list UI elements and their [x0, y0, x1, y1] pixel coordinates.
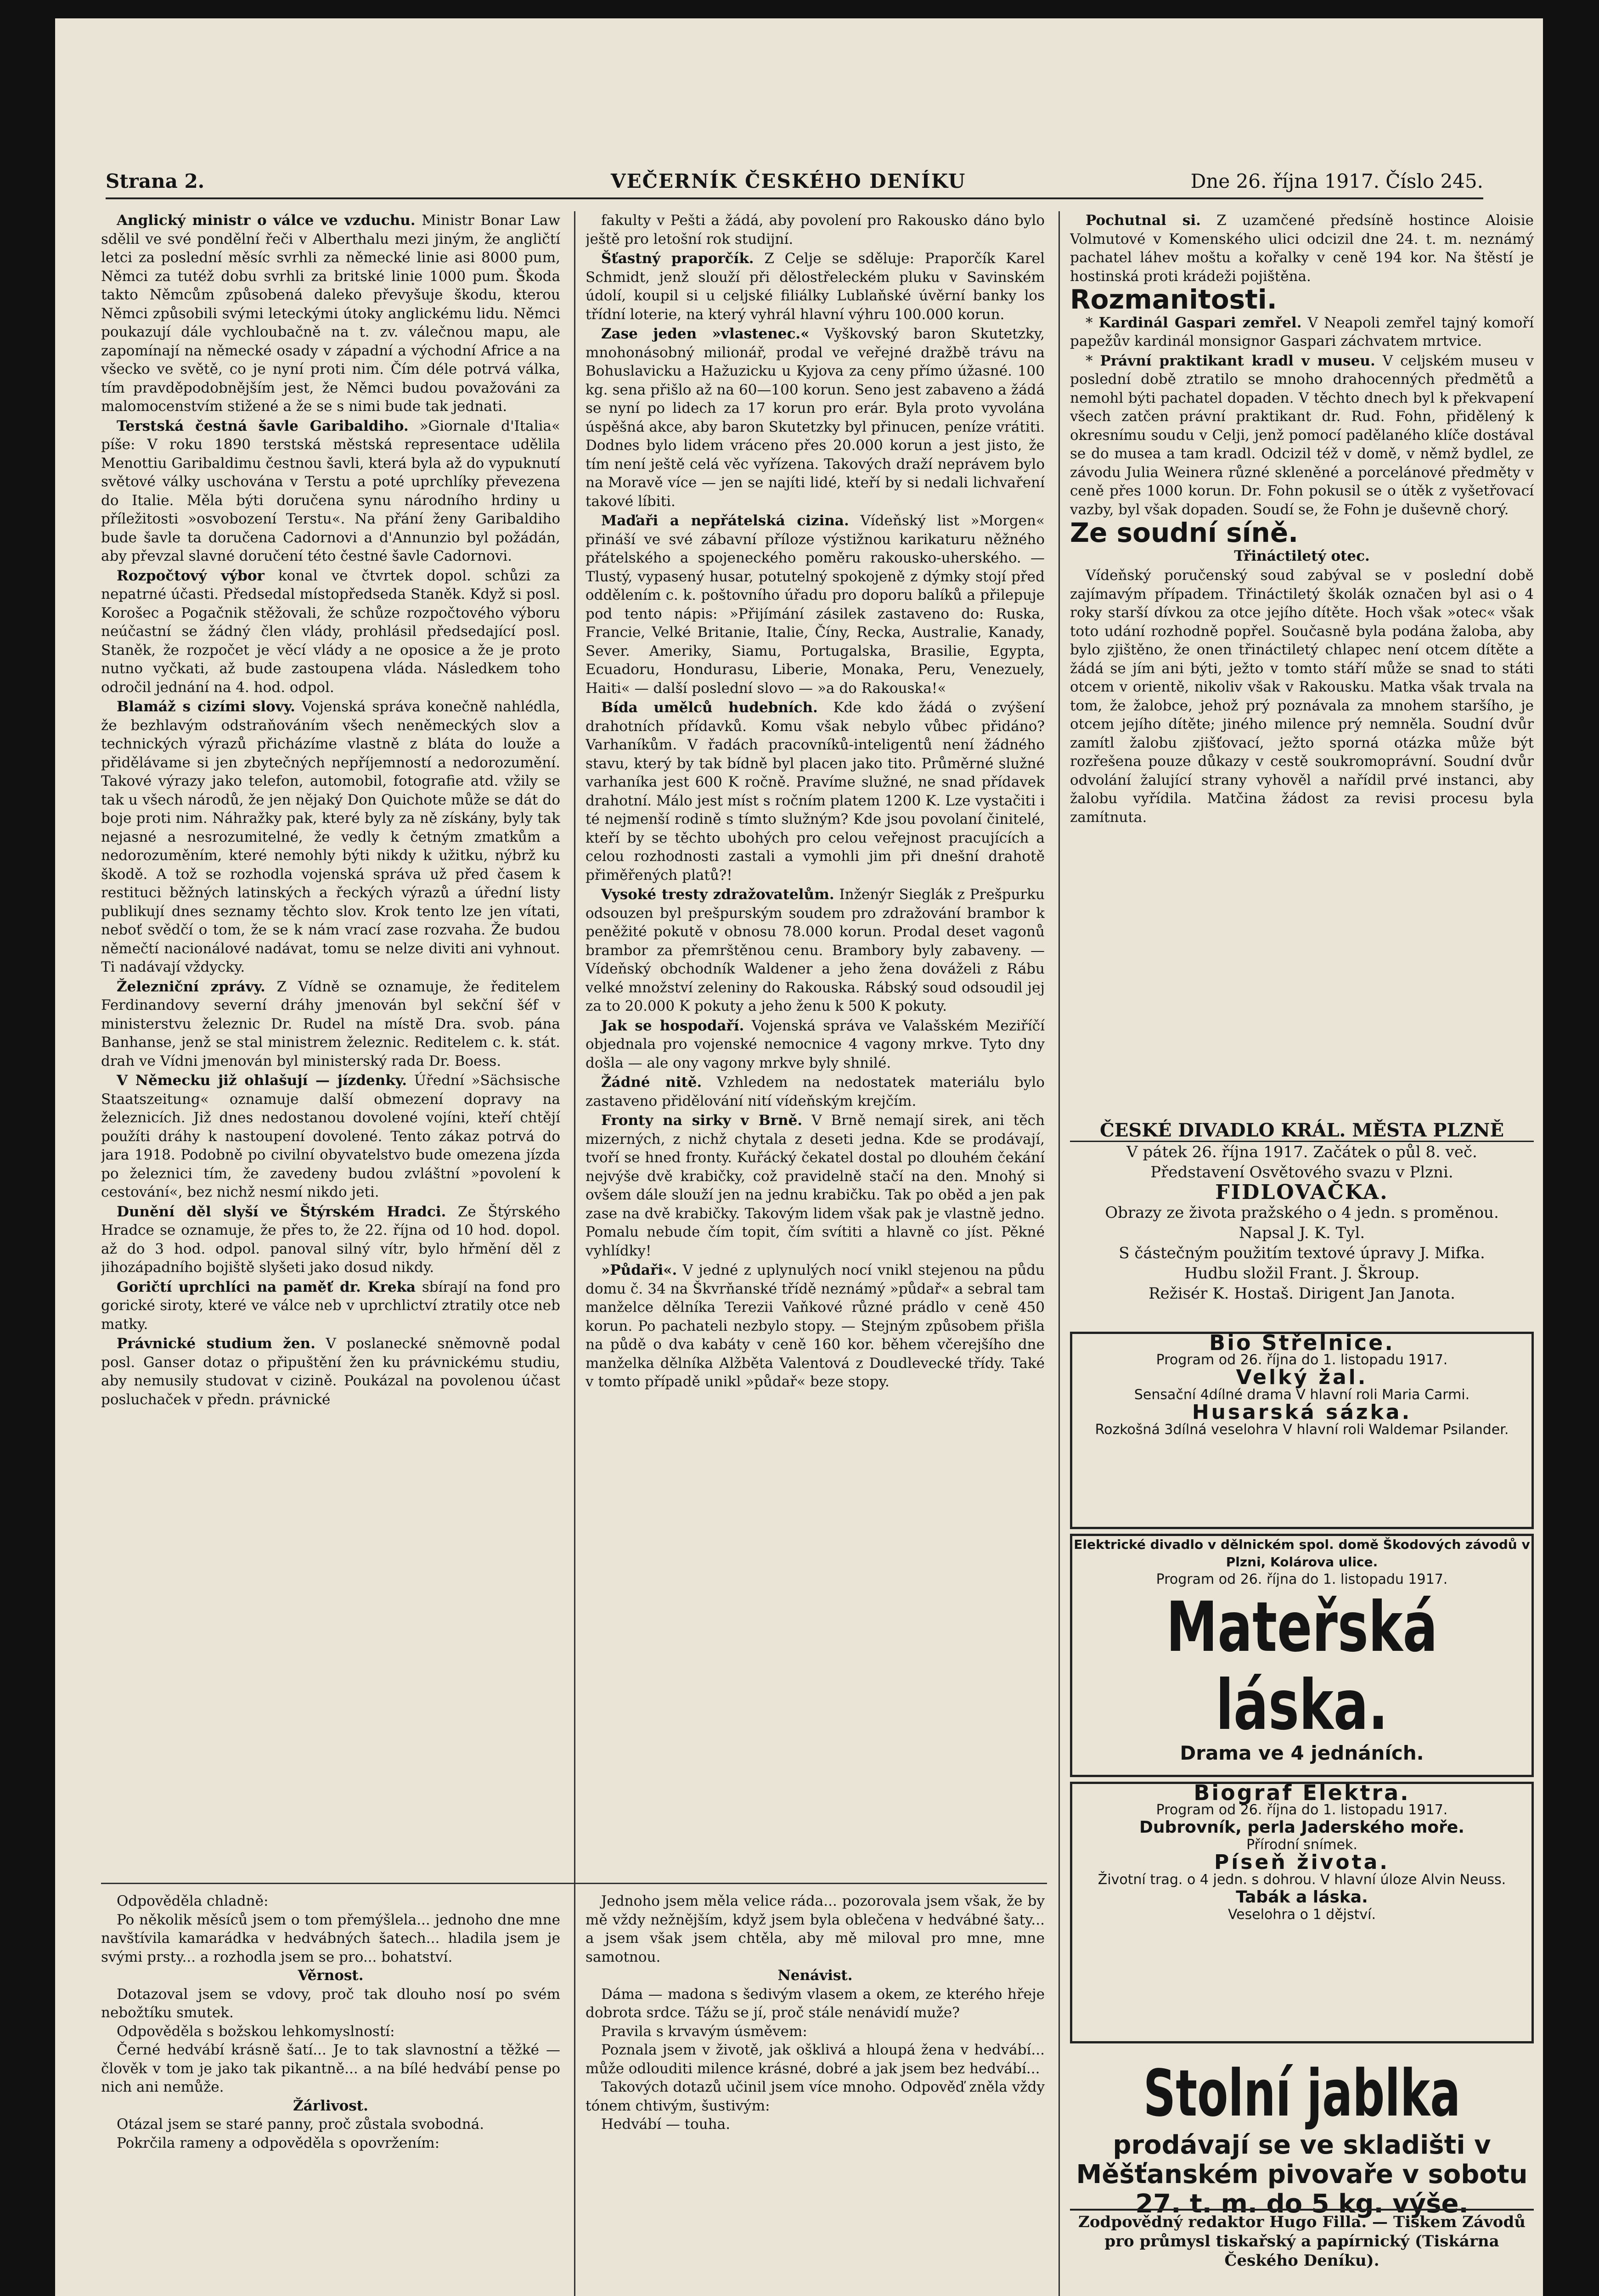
- section-subheading: Nenávist.: [777, 1967, 853, 1984]
- theatre-line: Obrazy ze života pražského o 4 jedn. s proměnou.: [1105, 1204, 1499, 1222]
- theatre-line: Napsal J. K. Tyl.: [1239, 1224, 1365, 1242]
- paragraph: Pokrčila rameny a odpověděla s opovržením:: [117, 2134, 440, 2151]
- article: [586, 211, 1045, 248]
- film-desc: Životní trag. o 4 jedn. s dohrou. V hlavní úloze Alvin Neuss.: [1098, 1872, 1506, 1888]
- article-title: Bída umělců hudebních.: [601, 699, 818, 716]
- article: [586, 885, 1045, 1016]
- page-header: [106, 170, 1483, 199]
- theatre-notice: [1070, 1120, 1534, 1304]
- article-text: V celjském museu v poslední době ztratilo se mnoho drahocenných předmětů a nemohl býti pachatel dopaden. V těchto dnech byl k překvapení všech zatčen právní praktikant dr. Rud. Fohn, přidělený k okresnímu soudu v Celji, jenž pomocí padělaného klíče dostával se do musea a tam kradl. Odcizil též v domě, v němž bydlel, ze závodu Julia Weinera různé skleněné a porcelánové předměty v ceně přes 1000 korun. Dr. Fohn pokusil se o útěk z vyšetřovací vazby, byl však dopaden. Soudí se, že Fohn je duševně chorý.: [1070, 352, 1534, 518]
- bio-strelnice-ad: [1070, 1332, 1534, 1529]
- film-desc: Veselohra o 1 dějství.: [1227, 1907, 1376, 1923]
- film-title: Mateřská láska.: [1166, 1587, 1438, 1745]
- ad-program: Program od 26. října do 1. listopadu 1917.: [1156, 1571, 1448, 1587]
- film-title: Husarská sázka.: [1192, 1401, 1412, 1424]
- column-3-top: [1070, 211, 1534, 286]
- article-text: Ministr Bonar Law sdělil ve své pondělní řeči v Alberthalu mezi jiným, že angličtí letci za poslední měsíc svrhli za německé linie asi 8000 pum, Němci za tutéž dobu svrhli za britské linie 1000 pum. Škoda takto Němcům způsobená daleko převyšuje škodu, kterou Němci způsobili svými leteckými útoky anglickému lidu. Němci poukazují dále vychloubačně na t. zv. válečnou mapu, ale zapomínají na německé osady v západní a východní Africe a na všecko ve světě, co je nyní proti nim. Čím déle potrvá válka, tím pravděpodobnějším jest, že Němci budou považováni za malomocenstvím stižené a že se s nimi bude tak jednati.: [101, 212, 560, 415]
- article: [101, 978, 560, 1071]
- article: [586, 1261, 1045, 1391]
- theatre-line: Režisér K. Hostaš. Dirigent Jan Janota.: [1149, 1284, 1455, 1303]
- article-title: Jak se hospodaří.: [601, 1017, 744, 1034]
- article-title: Šťastný praporčík.: [601, 250, 754, 267]
- theatre-title: ČESKÉ DIVADLO KRÁL. MĚSTA PLZNĚ: [1070, 1120, 1534, 1142]
- column-2: [586, 211, 1045, 1878]
- paragraph: Hedvábí — touha.: [601, 2116, 731, 2133]
- paragraph: Poznala jsem v životě, jak ošklivá a hloupá žena v hedvábí... může odlouditi milence krásné, dobré a jak jsem bez hedvábí...: [586, 2042, 1045, 2077]
- article: [586, 1111, 1045, 1260]
- article-text: Vojenská správa ve Valašském Meziříčí objednala pro vojenské nemocnice 4 vagony mrkve. Tyto dny došla — ale ony vagony mrkve byly shnilé.: [586, 1017, 1045, 1071]
- article-text: Z uzamčené předsíně hostince Aloisie Volmutové v Komenského ulici odcizil dne 24. t. m. neznámý pachatel láhev moštu a kořalky v ceně 194 kor. Na štěstí je hostinská proti krádeži pojištěna.: [1070, 212, 1534, 285]
- feuilleton-right: [586, 1892, 1045, 2134]
- footer-imprint: Zodpovědný redaktor Hugo Filla. — Tiskem Závodů pro průmysl tiskařský a papírnický (Tiskárna Českého Deníku).: [1070, 2209, 1534, 2270]
- article-title: Kardinál Gaspari zemřel.: [1098, 314, 1302, 331]
- section-subheading: Žárlivost.: [293, 2097, 368, 2114]
- paragraph: Odpověděla s božskou lehkomyslností:: [117, 2023, 395, 2040]
- article-text: V jedné z uplynulých nocí vnikl stejenou na půdu domu č. 34 na Škvrňanské třídě neznámý »půdař« a sebral tam manželce dělníka Terezii Vaňkové různé prádlo v ceně 450 korun. Po pachateli nezbylo stopy. — Stejným způsobem přišla na půdě o dva kabáty v ceně 160 kor. během včerejšího dne manželka dělníka Alžběta Valentová z Doudlevecké třídy. Také v tomto případě unikl »půdař« beze stopy.: [586, 1262, 1045, 1390]
- article: [586, 325, 1045, 511]
- film-desc: Přírodní snímek.: [1246, 1837, 1357, 1853]
- ad-text: prodávají se ve skladišti v Měšťanském pivovaře v sobotu 27. t. m. do 5 kg. výše.: [1076, 2130, 1528, 2219]
- article: [586, 1017, 1045, 1073]
- column-divider: [1058, 211, 1060, 2296]
- film-title: Velký žal.: [1236, 1366, 1368, 1389]
- masthead: VEČERNÍK ČESKÉHO DENÍKU: [611, 170, 966, 192]
- paragraph: Černé hedvábí krásně šatí... Je to tak slavnostní a těžké — člověk v tom je jako tak pikantně... a na bílé hedvábí pense po nich ani nemůže.: [101, 2042, 560, 2095]
- ad-program: Program od 26. října do 1. listopadu 1917.: [1156, 1352, 1448, 1368]
- article-title: Anglický ministr o válce ve vzduchu.: [117, 212, 416, 229]
- article-title: Dunění děl slyší ve Štýrském Hradci.: [117, 1203, 446, 1220]
- theatre-line: S částečným použitím textové úpravy J. Mifka.: [1119, 1244, 1485, 1262]
- article-text: Z Vídně se oznamuje, že ředitelem Ferdinandovy severní dráhy jmenován byl sekční šéf v ministerstvu železnic Dr. Rudel na místě Dra. svob. pána Banhanse, jenž se stal ministrem železnic. Reditelem c. k. stát. drah ve Vídni jmenován byl ministerský rada Dr. Boess.: [101, 978, 560, 1069]
- theatre-play: FIDLOVAČKA.: [1215, 1181, 1389, 1204]
- paragraph: Dáma — madona s šedivým vlasem a okem, ze kterého hřeje dobrota srdce. Tážu se jí, proč stále nenávidí muže?: [586, 1986, 1045, 2021]
- article-title: Právnické studium žen.: [117, 1335, 315, 1352]
- article-text: Kde kdo žádá o zvýšení drahotních přídavků. Komu však nebylo vůbec přidáno? Varhaníkům. V řadách pracovníků-inteligentů není žádného stavu, který by tak bídně byl placen jako tito. Průměrné služné varhaníka jest 600 K ročně. Pravíme služné, ne snad přídavek drahotní. Málo jest míst s ročním platem 1200 K. Lze vystačiti i té nejmenší rodině s tímto služným? Kde jsou povolaní činitelé, kteří by se těchto ubohých pro celou veřejnost pracujících a celou rozhodnosti zastali a vymohli jim při dnešní drahotě přiměřených platů?!: [586, 699, 1045, 884]
- paragraph: Odpověděla chladně:: [117, 1893, 269, 1909]
- theatre-line: Hudbu složil Frant. J. Škroup.: [1184, 1264, 1420, 1283]
- article-title: Fronty na sirky v Brně.: [601, 1112, 803, 1129]
- article-text: Z Celje se sděluje: Praporčík Karel Schmidt, jenž slouží při dělostřeleckém pluku v Savinském údolí, koupil si u celjské filiálky Lublaňské úvěrní banky los třídní loterie, na který vyhrál hlavní výhru 100.000 korun.: [586, 250, 1045, 323]
- paragraph: Otázal jsem se staré panny, proč zůstala svobodná.: [117, 2116, 484, 2133]
- rozmanitosti-heading: Rozmanitosti.: [1070, 284, 1277, 315]
- article: [101, 211, 560, 416]
- paragraph: Pravila s krvavým úsměvem:: [601, 2023, 807, 2040]
- article-title: V Německu již ohlašují — jízdenky.: [117, 1072, 407, 1089]
- soudni-heading: Ze soudní síně.: [1070, 517, 1299, 548]
- article: * Kardinál Gaspari zemřel. V Neapoli zemřel tajný komoří papežův kardinál monsignor Gaspari záchvatem mrtvice.: [1070, 314, 1534, 349]
- article-title: Právní praktikant kradl v museu.: [1100, 352, 1375, 369]
- article-title: Blamáž s cizími slovy.: [117, 698, 295, 715]
- paragraph: Takových dotazů učinil jsem více mnoho. Odpověď zněla vždy tónem chtivým, šustivým:: [586, 2079, 1045, 2114]
- column-divider: [574, 211, 575, 2296]
- section-rule: [101, 1883, 1047, 1884]
- paragraph: Dotazoval jsem se vdovy, proč tak dlouho nosí po svém nebožtíku smutek.: [101, 1986, 560, 2021]
- film-title: Píseň života.: [1214, 1851, 1390, 1874]
- article-text: Ze Štýrského Hradce se oznamuje, že přes to, že 22. října od 10 hod. dopol. až do 3 hod. odpol. panoval silný vítr, bylo hřmění děl z jihozápadního bojiště slyšeti jako dosud nikdy.: [101, 1203, 560, 1276]
- soudni-text: Vídeňský poručenský soud zabýval se v poslední době zajímavým případem. Třináctiletý školák označen byl asi o 4 roky starší dívkou za otce jejího dítěte. Hoch však »otec« však toto udání rozhodně popřel. Současně byla podána žaloba, aby bylo zjištěno, že onen třináctiletý chlapec není otcem dítěte a žádá se jím ani býti, ježto v tomto stáří může se snad to státi otcem v orientě, nikoliv však v Rakousku. Matka však trvala na tom, že žalobce, jehož prý poznávala za mnohem staršího, je otcem jejího dítěte; jiného milence prý nemněla. Soudní dvůr zamítl žalobu zjišťovací, ježto sporná otázka může být rozřešena pouze důkazy v cestě soukromoprávní. Soudní dvůr odvolání žalující strany vyhověl a nařídil prvé instanci, aby žalobu vyřídila. Matčina žádost za revisi procesu byla zamítnuta.: [1070, 567, 1534, 826]
- ad-title: Bio Střelnice.: [1209, 1330, 1395, 1355]
- article-text: sbírají na fond pro gorické siroty, které ve válce neb v uprchlictví ztratily otce neb matky.: [101, 1278, 560, 1333]
- article: * Právní praktikant kradl v museu. V celjském museu v poslední době ztratilo se mnoho drahocenných předmětů a nemohl býti pachatel dopaden. V těchto dnech byl k překvapení všech zatčen právní praktikant dr. Rud. Fohn, přidělený k okresnímu soudu v Celji, jenž pomocí padělaného klíče dostával se do musea a tam kradl. Odcizil též v domě, v němž bydlel, ze závodu Julia Weinera různé skleněné a porcelánové předměty v ceně přes 1000 korun. Dr. Fohn pokusil se o útěk z vyšetřovací vazby, byl však dopaden. Soudí se, že Fohn je duševně chorý.: [1070, 352, 1534, 518]
- article: [101, 567, 560, 697]
- article: [586, 1073, 1045, 1110]
- ad-title: Elektrické divadlo v dělnickém spol. domě Škodových závodů v Plzni, Kolárova ulice.: [1074, 1537, 1530, 1570]
- article-text: V poslanecké sněmovně podal posl. Ganser dotaz o připuštění žen ku právnickému studiu, aby nemusily studovat v cizině. Poukázal na povolenou účast posluchaček v předn. právnické: [101, 1335, 560, 1408]
- film-title: Tabák a láska.: [1236, 1888, 1368, 1907]
- page-number: Strana 2.: [106, 170, 205, 192]
- article-text: Vojenská správa konečně nahlédla, že bezhlavým odstraňováním všech neněmeckých slov a technických výrazů přicházíme vlastně z bláta do louže a přidělávame si jen zbytečných nepříjemností a nedorozumění. Takové výrazy jako telefon, automobil, fotografie atd. vžily se tak u všech národů, že jen nějaký Don Quichote může se dát do boje proti nim. Náhražky pak, které byly za ně získány, byly tak nejasné a nesrozumitelné, že vedly k četným zmatkům a nedorozuměním, které nemohly býti nikdy k užitku, nýbrž ku škodě. A tož se rozhodla vojenská správa už před časem k restituci běžných latinských a řeckých výrazů a úřední listy publikují dnes seznamy těchto slov. Krok tento lze jen vítati, neboť svědčí o tom, že se k nám vrací zase rozvaha. Že budou němečtí nacionálové nadávat, tomu se nelze diviti ani vyhnout. Ti nadávají vždycky.: [101, 698, 560, 975]
- article: [1070, 211, 1534, 286]
- article: [101, 1203, 560, 1277]
- rozmanitosti-items: [1070, 314, 1534, 519]
- article-text: konal ve čtvrtek dopol. schůzi za nepatrné účasti. Předsedal místopředseda Staněk. Když si posl. Korošec a Pogačnik stěžovali, že schůze rozpočtového výboru neúčastní se žádný člen vlády, prohlásil předsedající posl. Staněk, že rozpočet je věcí vlády a ne oposice a že je proto nutno vyčkati, až bude zastoupena vláda. Následkem toho odročil jednání na 4. hod. odpol.: [101, 567, 560, 696]
- ad-title: Stolní jablka: [1143, 2056, 1461, 2131]
- film-desc: Drama ve 4 jednáních.: [1180, 1742, 1424, 1764]
- article-title: Vysoké tresty zdražovatelům.: [601, 886, 834, 903]
- article-text: Vídeňský list »Morgen« přináší ve své zábavní příloze výstižnou karikaturu něžného přátelského a spojeneckého poměru rakousko-uherského. — Tlustý, vypasený husar, potutelný spokojeně z dýmky stojí před oddělením c. k. poštovního úřadu pro doporu balíků a přilepuje pod tento nápis: »Přijímání zásilek zastaveno do: Ruska, Francie, Velké Britanie, Italie, Číny, Recka, Australie, Kanady, Sever. Ameriky, Siamu, Portugalska, Brasilie, Egypta, Ecuadoru, Hondurasu, Liberie, Monaka, Peru, Venezuely, Haiti« — další poslední slovo — »a do Rakouska!«: [586, 512, 1045, 697]
- theatre-line: Představení Osvětového svazu v Plzni.: [1150, 1163, 1453, 1182]
- article-text: Inženýr Sieglák z Prešpurku odsouzen byl prešpurským soudem pro zdražování brambor k peněžité pokutě v obnosu 78.000 korun. Prodal deset vagonů brambor za přemrštěnou cenu. Brambory byly zabaveny. — Vídeňský obchodník Waldener a jeho žena dováželi z Rábu velké množství zeleniny do Rakouska. Rábský soud odsoudil jej za to 20.000 K pokuty a jeho ženu k 500 K pokuty.: [586, 886, 1045, 1014]
- article-title: »Půdaři«.: [601, 1262, 677, 1278]
- film-desc: Rozkošná 3dílná veselohra V hlavní roli Waldemar Psilander.: [1095, 1422, 1509, 1438]
- article-text: Vyškovský baron Skutetzky, mnohonásobný milionář, prodal ve veřejné dražbě trávu na Bohuslavicku a Hažuzicku u Kyjova za ceny přímo úžasné. 100 kg. sena přišlo až na 60—100 korun. Seno jest zabaveno a žádá se nyní po lidech za 17 korun pro erár. Byla proto vyvolána úspěšná akce, aby baron Skutetzky byl přinucen, peníze vrátiti. Dodnes bylo lidem vráceno přes 20.000 korun a jest jisto, že tím není ještě celá věc vyřízena. Takových draží neprávem bylo na Moravě více — jen se najíti lidé, kteří by si nedali lichvaření takové líbiti.: [586, 326, 1045, 510]
- article-title: Rozpočtový výbor: [117, 567, 265, 584]
- article: [101, 1071, 560, 1202]
- article-text: »Giornale d'Italia« píše: V roku 1890 terstská městská representace udělila Menottiu Garibaldimu čestnou šavli, která byla až do vypuknutí světové války uschována v Terstu a poté uprchlíky převezena do Italie. Měla býti doručena synu národního hrdiny u příležitosti »osvobození Terstu«. Na přání ženy Garibaldiho bude šavle ta doručena Cadornovi a d'Annunzio byl požádán, aby převzal slavné doručení této čestné šavle Cadornovi.: [101, 417, 560, 564]
- article-text: V Neapoli zemřel tajný komoří papežův kardinál monsignor Gaspari záchvatem mrtvice.: [1070, 314, 1534, 349]
- article-title: Železniční zprávy.: [117, 978, 265, 995]
- article: [586, 698, 1045, 884]
- article: [101, 698, 560, 977]
- article-title: Žádné nitě.: [601, 1074, 702, 1091]
- ad-title: Biograf Elektra.: [1194, 1780, 1410, 1805]
- article-title: Pochutnal si.: [1086, 212, 1201, 229]
- issue-date: Dne 26. října 1917. Číslo 245.: [1190, 170, 1483, 192]
- column-1: [101, 211, 560, 1878]
- paragraph: Jednoho jsem měla velice ráda... pozorovala jsem však, že by mě vždy nežnějším, když jsem byla oblečena v hedvábné šaty... a jsem však jsem chtěla, aby mě miloval pro mne, mne samotnou.: [586, 1893, 1045, 1965]
- article: [101, 1334, 560, 1409]
- article-text: Úřední »Sächsische Staatszeitung« oznamuje další obmezení dopravy na železnicích. Již dnes nedostanou dovolené vojíni, kteří chtějí použíti dráhy k nastoupení dovolené. Tento zákaz potrvá do jara 1918. Podobně po civilní obyvatelstvo bude omezena jízda po železnici tím, že zavedeny budou zvláštní »povolení k cestování«, bez nichž nesmí nikdo jeti.: [101, 1072, 560, 1200]
- article-text: V Brně nemají sirek, ani těch mizerných, z nichž chytala z deseti jedna. Kde se prodávají, tvoří se hned fronty. Kuřácký čekatel dostal po dlouhém čekání nejvýše dvě krabičky, což pravidelně stačí na den. Mnohý si ovšem dále slouží jen na jednu krabičku. Tak po oběd a jen pak zase na dvě krabičky. Takovým lidem však pak je vlastně jedno. Pomalu nebude čím topit, čím svítiti a hlavně co jíst. Pěkné vyhlídky!: [586, 1112, 1045, 1259]
- article: [101, 417, 560, 566]
- paragraph: Po několik měsíců jsem o tom přemýšlela... jednoho dne mne navštívila kamarádka v hedvábných šatech... hladila jsem je svými prsty... a rozhodla jsem se pro... bohatství.: [101, 1911, 560, 1965]
- newspaper-page: [55, 18, 1543, 2296]
- article-title: Maďaři a nepřátelská cizina.: [601, 512, 849, 529]
- article-title: Terstská čestná šavle Garibaldiho.: [117, 417, 409, 434]
- article-text: fakulty v Pešti a žádá, aby povolení pro Rakousko dáno bylo ještě pro letošní rok studijní.: [586, 212, 1045, 248]
- article-text: Vzhledem na nedostatek materiálu bylo zastaveno přidělování nití vídeňským krejčím.: [586, 1074, 1045, 1109]
- film-title: Dubrovník, perla Jaderského moře.: [1139, 1818, 1464, 1837]
- article: [586, 512, 1045, 698]
- article-title: Zase jeden »vlastenec.«: [601, 326, 810, 342]
- article: [101, 1278, 560, 1334]
- elektricke-divadlo-ad: [1070, 1534, 1534, 1777]
- section-subheading: Věrnost.: [298, 1967, 364, 1984]
- biograf-elektra-ad: [1070, 1782, 1534, 2043]
- stolni-jablka-ad: [1070, 2057, 1534, 2219]
- soudni-subtitle: Třináctiletý otec.: [1234, 547, 1370, 564]
- ad-program: Program od 26. října do 1. listopadu 1917.: [1156, 1802, 1448, 1818]
- feuilleton-left: [101, 1892, 560, 2152]
- film-desc: Sensační 4dílné drama V hlavní roli Maria Carmi.: [1134, 1387, 1470, 1403]
- article-title: Goričtí uprchlíci na paměť dr. Kreka: [117, 1278, 416, 1295]
- column-3: [1070, 211, 1534, 1102]
- theatre-line: V pátek 26. října 1917. Začátek o půl 8. več.: [1126, 1143, 1477, 1161]
- article: [586, 249, 1045, 324]
